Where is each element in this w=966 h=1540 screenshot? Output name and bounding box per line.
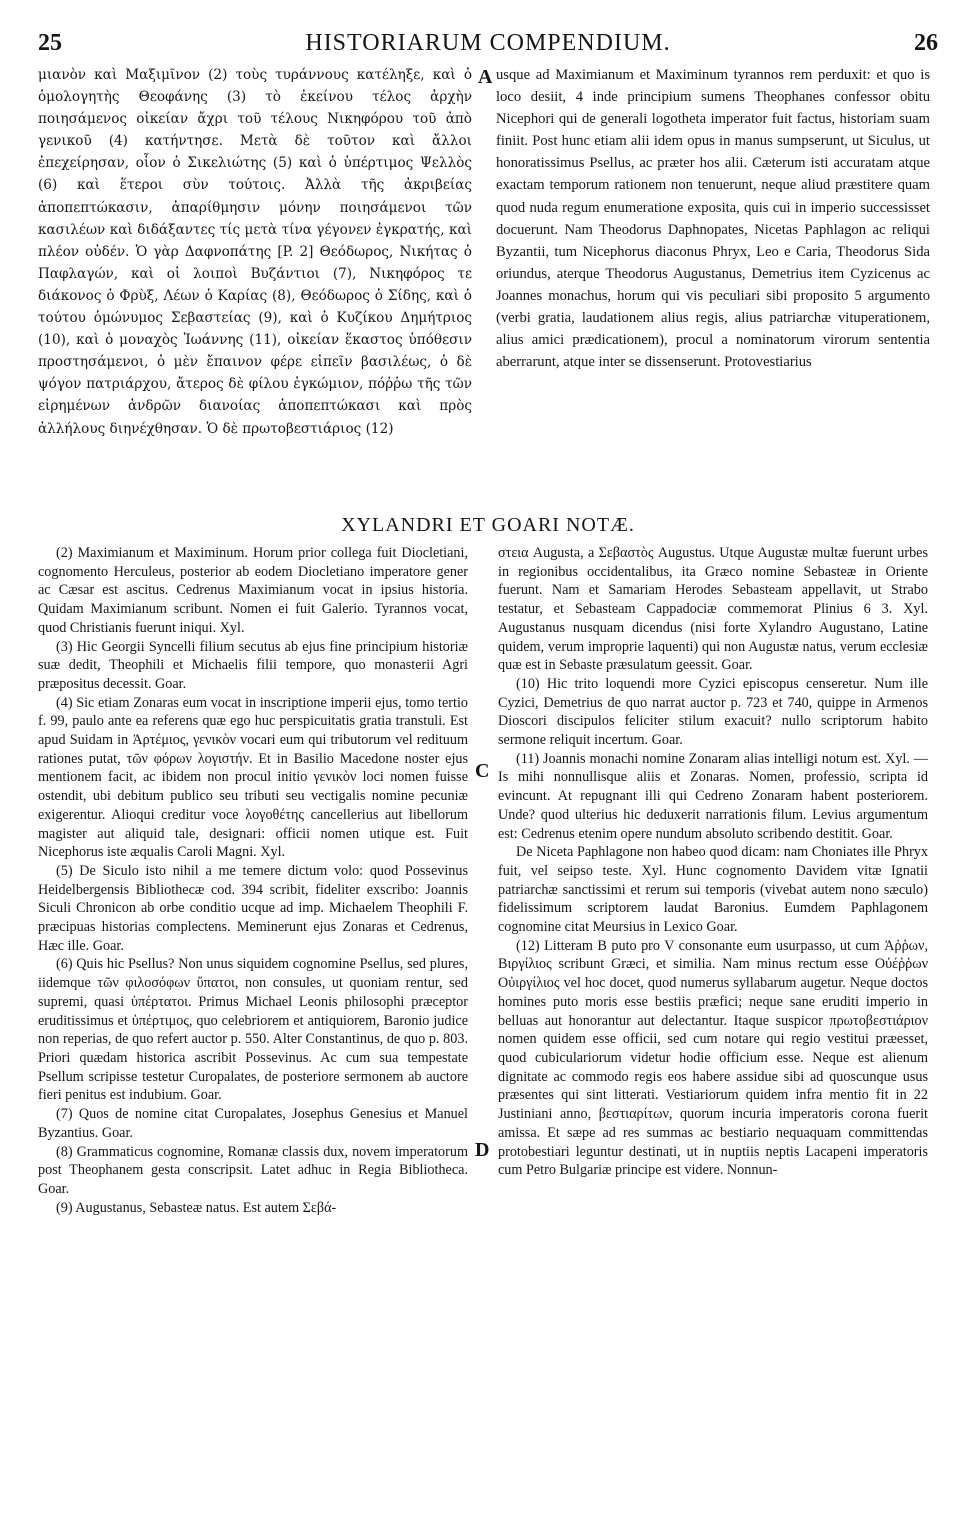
notes-heading: XYLANDRI ET GOARI NOTÆ. bbox=[341, 514, 635, 536]
latin-paragraph: usque ad Maximianum et Maximinum tyrannos rem perduxit: et quo is loco desiit, 4 inde principium sumens Theophanes confessor obitu Nicephori qui de generali logotheta imperator fuit factus, historiam suam finiit. Post hunc etiam alii idem opus in manus sumpserunt, ut Siculus, ut honoratissimus Psellus, ac præter hos alii. Cæterum isti accuratam atque exactam temporum rationem non tenuerunt, neque aliud præstitere quam quod nuda regum enumeratione exposita, quis cui in imperio successisset docuerunt. Nam Theodorus Daphnopates, Nicetas Paphlagon ac reliqui Byzantii, tum Nicephorus diaconus Phryx, Leo e Caria, Theodorus Sida oriundus, aterque Theodorus Augustanus, Demetrius item Cyzicenus ac Joannes monachus, horum qui vis peculiari sibi proposito 5 argumento (verbi gratia, laudationem alius regis, alius patriarchæ vituperationem, alius amici prædicationem), procul a nominatorum virorum sententia aberrarunt, atque inter se dissenserunt. Protovestiarius bbox=[496, 67, 930, 371]
note: (3) Hic Georgii Syncelli filium secutus ab ejus fine principium historiæ suæ dedit, Theophili et Michaelis filii tempore, quo monasterii Agri præpositus decessit. Goar. bbox=[38, 638, 468, 692]
note: (8) Grammaticus cognomine, Romanæ classis dux, novem imperatorum post Theophanem gesta conscripsit. Latet adhuc in Regia Bibliotheca. Goar. bbox=[38, 1143, 468, 1197]
running-title: HISTORIARUM COMPENDIUM. bbox=[305, 30, 671, 56]
margin-marker-a: A bbox=[478, 66, 493, 88]
note: (2) Maximianum et Maximinum. Horum prior collega fuit Diocletiani, cognomento Herculeus, posterior ab eodem Diocletiano imperatore gener ac Cæsar est ascitus. Cedrenus Maximianum vocat in ipsius historia. Quidam Maximianum scribunt. Nomen ei fuit Galerio. Tyrannos vocat, quod Christianis fuerunt iniqui. Xyl. bbox=[38, 545, 468, 636]
note: (12) Litteram B puto pro V consonante eum usurpasso, ut cum Ἀῤῥων, Βιργίλιος scribunt Græci, et similia. Nam minus rectum esse Οὐέῤῥων Οὐιργίλιος vel hoc docet, quod numerus syllabarum augetur. Neque doctos homines puto moris esse bestiis præfici; neque sane eruditi imperio in belluas aut honorantur aut delectantur. Itaque suspicor πρωτοβεστιάριον nomen quidem esse officii, sed cum notare qui regio vestitui præesset, quod cubiculariorum videtur hodie officium esse. Neque est alienum dignitate ac commodo regis eos habere assidue sibi ad quoscunque usus præsentes qui sint litterati. Vestiariorum quidem infra mentio fit in 22 Justiniani anno, βεστιαρίτων, quorum incuria imperatoris corona fuerit amissa. Et sæpe ad res summas ac bestiario nequaquam committendas protobestiari leguntur destinati, ut in nuptiis neptis Lacapeni imperatoris cum Petro Bulgariæ principe est videre. Nonnun- bbox=[498, 937, 928, 1179]
greek-paragraph: μιανὸν καὶ Μαξιμῖνον (2) τοὺς τυράννους κατέληξε, καὶ ὁ ὁμολογητὴς Θεοφάνης (3) τὸ ἐκείνου τέλος ἀρχὴν ποιησάμενος οἰκείαν ἄχρι τοῦ τέλους Νικηφόρου τοῦ ἀπὸ γενικοῦ (4) κατήντησε. Μετὰ δὲ τοῦτον καὶ ἄλλοι ἐπεχείρησαν, οἷον ὁ Σικελιώτης (5) καὶ ὁ ὑπέρτιμος Ψελλὸς (6) καὶ ἕτεροι σὺν τούτοις. Ἀλλὰ τῆς ἀκριβείας ἀποπεπτώκασιν, ἀπαρίθμησιν μόνην ποιησάμενοι τῶν κασιλέων καὶ διδάξαντες τίς μετὰ τίνα γέγονεν ἐγκρατής, καὶ πλέον οὐδέν. Ὁ γὰρ Δαφνοπάτης [P. 2] Θεόδωρος, Νικήτας ὁ Παφλαγών, καὶ οἱ λοιποὶ Βυζάντιοι (7), Νικηφόρος τε διάκονος ὁ Φρὺξ, Λέων ὁ Καρίας (8), Θεόδωρος ὁ Σίδης, καὶ ὁ τούτου ὁμώνυμος Σεβαστείας (9), καὶ ὁ Κυζίκου Δημήτριος (10), καὶ ὁ μοναχὸς Ἰωάννης (11), οἰκείαν ἕκαστος ὑπόθεσιν προστησάμενοι, ὁ μὲν ἔπαινον φέρε εἰπεῖν βασιλέως, ὁ δὲ ψόγον πατριάρχου, ἄτερος δὲ φίλου ἐγκώμιον, πόῤῥω τῆς τῶν εἰρημένων ἀνδρῶν διανοίας ἀποπεπτώκασι καὶ πρὸς ἀλλήλους διηνέχθησαν. Ὁ δὲ πρωτοβεστιάριος (12) bbox=[38, 67, 472, 437]
note: (4) Sic etiam Zonaras eum vocat in inscriptione imperii ejus, tomo tertio f. 99, paulo ante ea referens quæ ego huc perspicuitatis gratia transtuli. Est apud Suidam in Ἀρτέμιος, γενικὸν vocari eum qui tributorum vel redituum rationes putat, τῶν φόρων λογιστήν. Et in Basilio Macedone noster ejus mentionem facit, ac ibidem non procul initio γενικὸν loci nomen fuisse ostendit, ubi debitum publico seu tributi seu vectigalis nomine pecuniæ exigerentur. Alioqui creditur voce λογοθέτης cancellerius aut libellorum magister aut aliquid tale, designari: officii nomen utique est. Fuit Nicephorus iste æqualis Caroli Magni. Xyl. bbox=[38, 694, 468, 861]
note: (11) Joannis monachi nomine Zonaram alias intelligi notum est. Xyl. — Is mihi nonnullisque aliis et Zonaras. Nomen, professio, scripta id evincunt. At repugnant illi qui Cedreno Zonaram habent posteriorem. Unde? quod ulterius hic deduxerit narrationis filum. Levius argumentum est: Cedrenus etenim opere nundum absoluto scribendo destitit. Goar. bbox=[498, 750, 928, 842]
note: (10) Hic trito loquendi more Cyzici episcopus censeretur. Num ille Cyzici, Demetrius de quo narrat auctor p. 723 et 740, quippe in Armenos Dioscori discipulos feliciter stilum exacuit? nullo scriptorum habito sermone reliquit incertum. Goar. bbox=[498, 675, 928, 749]
note: (6) Quis hic Psellus? Non unus siquidem cognomine Psellus, sed plures, iidemque τῶν φιλοσόφων ὕπατοι, non consules, ut quoniam rentur, sed supremi, quasi ὑπέρτατοι. Primus Michael Leonis philosophi præceptor eruditissimus et ὑπέρτιμος, quo celebriorem et antiquiorem, Baronio judice non reperias, de quo refert auctor p. 550. Alter Constantinus, de quo p. 803. Priori quædam historica ascribit Possevinus. Ac cum sua tempestate Psellum scripisse testetur Curopalates, de posteriore sermonem ab auctore fieri penitus est indubium. Goar. bbox=[38, 956, 468, 1104]
margin-marker-c: C bbox=[475, 760, 490, 782]
note: (5) De Siculo isto nihil a me temere dictum volo: quod Possevinus Heidelbergensis Bibliothecæ cod. 394 scribit, fideliter exscribo: Joannis Siculi Chronicon ab orbe conditio ucque ad imp. Michaelem Theophili F. præcipuas historias complectens. Meminerunt ejus Zonaras et Cedrenus, Hæc ille. Goar. bbox=[38, 862, 468, 954]
note: (7) Quos de nomine citat Curopalates, Josephus Genesius et Manuel Byzantius. Goar. bbox=[38, 1106, 468, 1141]
notes-left-column bbox=[38, 544, 468, 1217]
greek-text-column bbox=[38, 64, 472, 440]
page-number-right: 26 bbox=[914, 30, 938, 56]
latin-text-column bbox=[496, 64, 930, 373]
notes-right-column bbox=[498, 544, 928, 1180]
page-header bbox=[38, 30, 938, 58]
page-number-left: 25 bbox=[38, 30, 62, 56]
margin-marker-d: D bbox=[475, 1139, 490, 1161]
note: στεια Augusta, a Σεβαστὸς Augustus. Utque Augustæ multæ fuerunt urbes in regionibus occidentalibus, ita Græco nomine Sebasteæ in Oriente fuerunt. Nam et Samariam Herodes Sebasteam appellavit, ut Strabo testatur, et Sebasteam Cappadociæ commemorat Plinius 6 3. Xyl. Augustanus nusquam dicendus (nisi forte Xylandro Augustano, Latine quidem, verum improprie laquenti) qui non Augustæ natus, verum ecclesiæ quæ est in Sebaste præsulatum geessit. Goar. bbox=[498, 545, 928, 674]
note: De Niceta Paphlagone non habeo quod dicam: nam Choniates ille Phryx fuit, vel seipso teste. Xyl. Hunc cognomento Davidem vitæ Ignatii patriarchæ sanctissimi et rerum sui temporis (vivebat autem nono sæculo) fidelissimum scriptorem laudat Baronius. Eumdem Paphlagonem cognomine citat Meursius in Lexico Goar. bbox=[498, 844, 928, 936]
note: (9) Augustanus, Sebasteæ natus. Est autem Σεβά- bbox=[56, 1199, 337, 1216]
